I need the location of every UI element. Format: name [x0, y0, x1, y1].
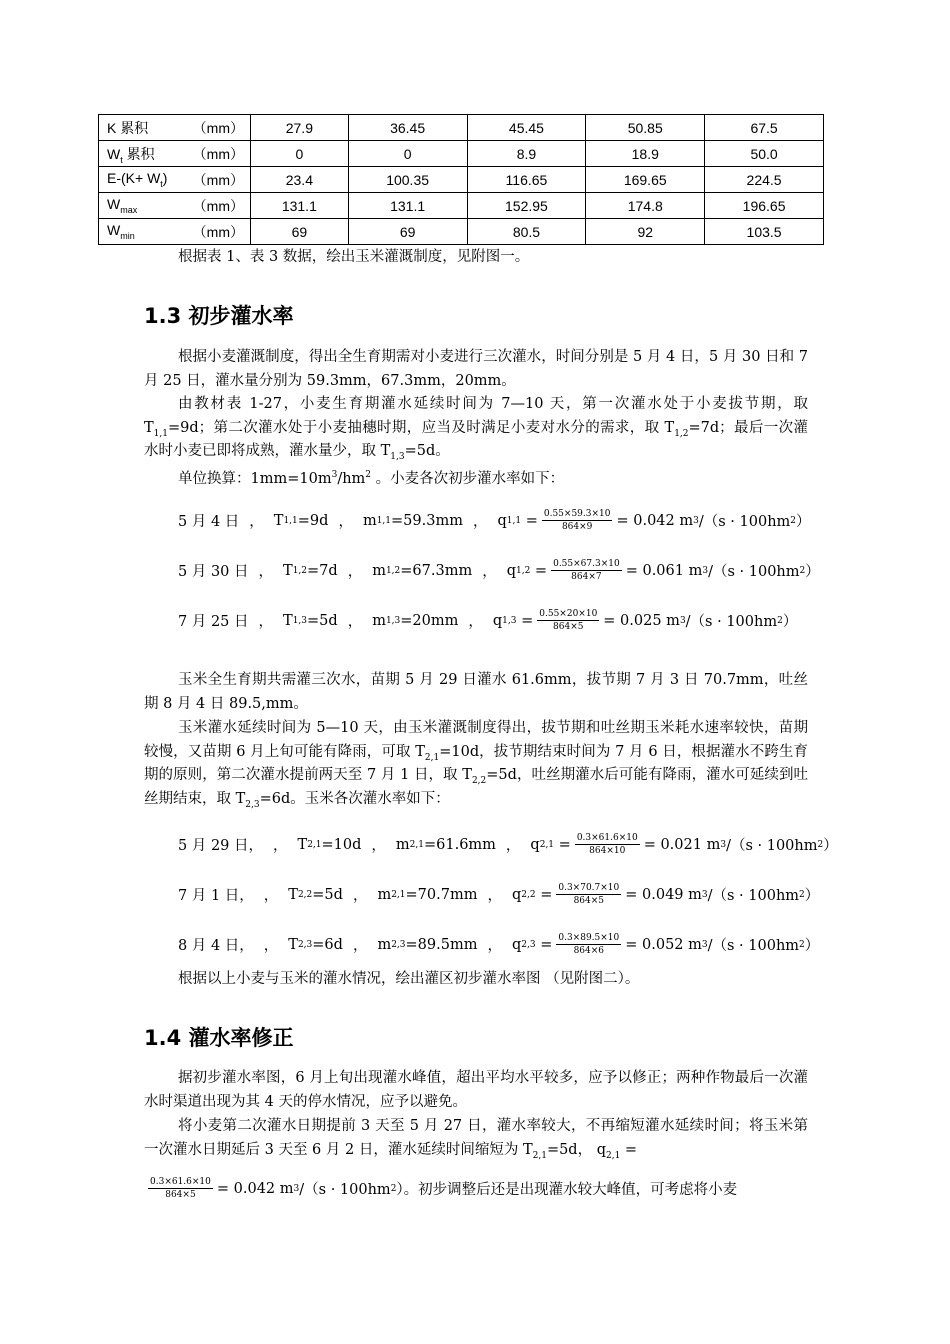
paragraph-peak-note: 据初步灌水率图，6 月上旬出现灌水峰值，超出平均水平较多，应予以修正；两种作物最后一次灌水时渠道出现为其 4 天的停水情况，应予以避免。	[144, 1070, 808, 1110]
table-cell: 169.65	[586, 167, 705, 193]
rate-formula: 5 月 4 日 ， T 1,1 =9d ， m 1,1 =59.3mm ， q 1,1 = $\frac{0.55\times 59.3\times 10}{864\times 9}$ = 0.042 m 3 /（s · 100hm 2 ）	[178, 509, 811, 532]
table-cell: 80.5	[467, 219, 586, 245]
paragraph-unit-conversion: 单位换算：$1mm=10m^3/hm^2$ 。小麦各次初步灌水率如下：	[178, 470, 565, 487]
table-cell: 67.5	[705, 115, 824, 141]
row-label: $E-(K+ W_t)$ （mm）	[99, 167, 251, 193]
row-label: $W_t$ 累积 （mm）	[99, 141, 251, 167]
section-heading-1-3: 1.3 初步灌水率	[144, 304, 294, 328]
rate-formula: 5 月 29 日， ， T 2,1 =10d ， m 2,1 =61.6mm ， q 2,1 = $\frac{0.3\times 61.6\times 10}{864\times 10}$ = 0.021 m 3 /（s · 100hm 2 ）	[178, 833, 838, 856]
table-row	[99, 193, 824, 219]
paragraph-wheat-schedule: 根据小麦灌溉制度，得出全生育期需对小麦进行三次灌水，时间分别是 5 月 4 日，5 月 30 日和 7 月 25 日，灌水量分别为 59.3mm，67.3mm，20mm。	[144, 349, 808, 389]
paragraph-after-table: 根据表 1、表 3 数据，绘出玉米灌溉制度，见附图一。	[178, 249, 530, 265]
table-cell: 103.5	[705, 219, 824, 245]
rate-fraction: $\frac{0.55\times 59.3\times 10}{864\times 9}$	[543, 509, 611, 532]
adjusted-fraction: $\frac{0.3\times 61.6\times 10}{864\times 5}$	[150, 1177, 211, 1200]
section-heading-1-4: 1.4 灌水率修正	[144, 1026, 294, 1050]
rate-formula: 7 月 25 日 ， T 1,3 =5d ， m 1,3 =20mm ， q 1,3 = $\frac{0.55\times 20\times 10}{864\times 5}$ = 0.025 m 3 /（s · 100hm 2 ）	[178, 609, 798, 632]
rate-fraction: $\frac{0.3\times 89.5\times 10}{864\times 6}$	[558, 933, 620, 956]
table-cell: 36.45	[348, 115, 467, 141]
rate-formula: 8 月 4 日， ， T 2,3 =6d ， m 2,3 =89.5mm ， q 2,3 = $\frac{0.3\times 89.5\times 10}{864\times 6}$ = 0.052 m 3 /（s · 100hm 2 ）	[178, 933, 820, 956]
table-cell: 131.1	[251, 193, 349, 219]
table-cell: 69	[348, 219, 467, 245]
table-row	[99, 167, 824, 193]
row-label: K 累积 （mm）	[99, 115, 251, 141]
table-cell: 69	[251, 219, 349, 245]
rate-formula: 7 月 1 日， ， T 2,2 =5d ， m 2,1 =70.7mm ， q 2,2 = $\frac{0.3\times 70.7\times 10}{864\times 5}$ = 0.049 m 3 /（s · 100hm 2 ）	[178, 883, 820, 906]
table-cell: 45.45	[467, 115, 586, 141]
data-table	[98, 114, 824, 245]
adjusted-rate-formula: $\frac{0.3\times 61.6\times 10}{864\times 5}$ = 0.042 m 3 /（s · 100hm 2 ）。初步调整后还是出现灌水较大峰值，可考虑将小麦	[150, 1177, 738, 1200]
table-cell: 0	[348, 141, 467, 167]
table-cell: 50.85	[586, 115, 705, 141]
rate-fraction: $\frac{0.55\times 67.3\times 10}{864\times 7}$	[553, 559, 620, 582]
table-cell: 100.35	[348, 167, 467, 193]
table-cell: 27.9	[251, 115, 349, 141]
paragraph-corn-schedule: 玉米全生育期共需灌三次水，苗期 5 月 29 日灌水 61.6mm，拔节期 7 月 3 日 70.7mm，吐丝期 8 月 4 日 89.5,mm。	[144, 672, 808, 712]
rate-formula: 5 月 30 日 ， T 1,2 =7d ， m 1,2 =67.3mm ， q 1,2 = $\frac{0.55\times 67.3\times 10}{864\times 7}$ = 0.061 m 3 /（s · 100hm 2 ）	[178, 559, 820, 582]
paragraph-wheat-duration: 由教材表 1-27，小麦生育期灌水延续时间为 7—10 天，第一次灌水处于小麦拔节期，取 $T_{1,1}=9d$；第二次灌水处于小麦抽穗时期，应当及时满足小麦对水分的需求，取 $T_{1,2}=7d$；最后一次灌水时小麦已即将成熟，灌水量少，取 $T_{1,3}=5d$。	[144, 396, 809, 462]
table-cell: 196.65	[705, 193, 824, 219]
paragraph-corn-duration: 玉米灌水延续时间为 5—10 天，由玉米灌溉制度得出，拔节期和吐丝期玉米耗水速率较快，苗期较慢，又苗期 6 月上旬可能有降雨，可取 $T_{2,1}=10d$，拔节期结束时间为 7 月 6 日，根据灌水不跨生育期的原则，第二次灌水提前两天至 7 月 1 日，取 $T_{2,2}=5d$，吐丝期灌水后可能有降雨，灌水可延续到吐丝期结束，取 $T_{2,3}=6d$。玉米各次灌水率如下：	[144, 720, 809, 810]
rate-fraction: $\frac{0.3\times 70.7\times 10}{864\times 5}$	[558, 883, 620, 906]
table-cell: 18.9	[586, 141, 705, 167]
table-cell: 224.5	[705, 167, 824, 193]
row-label: $W_{min}$ （mm）	[99, 219, 251, 245]
table-cell: 92	[586, 219, 705, 245]
table-row	[99, 141, 824, 167]
table-cell: 152.95	[467, 193, 586, 219]
paragraph-rate-chart-note: 根据以上小麦与玉米的灌水情况，绘出灌区初步灌水率图 （见附图二）。	[178, 971, 640, 987]
rate-fraction: $\frac{0.55\times 20\times 10}{864\times 5}$	[539, 609, 598, 632]
table-cell: 23.4	[251, 167, 349, 193]
table-row	[99, 115, 824, 141]
table-cell: 50.0	[705, 141, 824, 167]
row-label: $W_{max}$ （mm）	[99, 193, 251, 219]
table-cell: 116.65	[467, 167, 586, 193]
rate-fraction: $\frac{0.3\times 61.6\times 10}{864\times 10}$	[576, 833, 638, 856]
table-row	[99, 219, 824, 245]
table-cell: 131.1	[348, 193, 467, 219]
table-cell: 174.8	[586, 193, 705, 219]
paragraph-adjustment: 将小麦第二次灌水日期提前 3 天至 5 月 27 日，灌水率较大，不再缩短灌水延续时间；将玉米第一次灌水日期延后 3 天至 6 月 2 日，灌水延续时间缩短为 $T_{2,1}=5d$， $q_{2,1}$ =	[144, 1118, 808, 1161]
table-cell: 8.9	[467, 141, 586, 167]
table-cell: 0	[251, 141, 349, 167]
